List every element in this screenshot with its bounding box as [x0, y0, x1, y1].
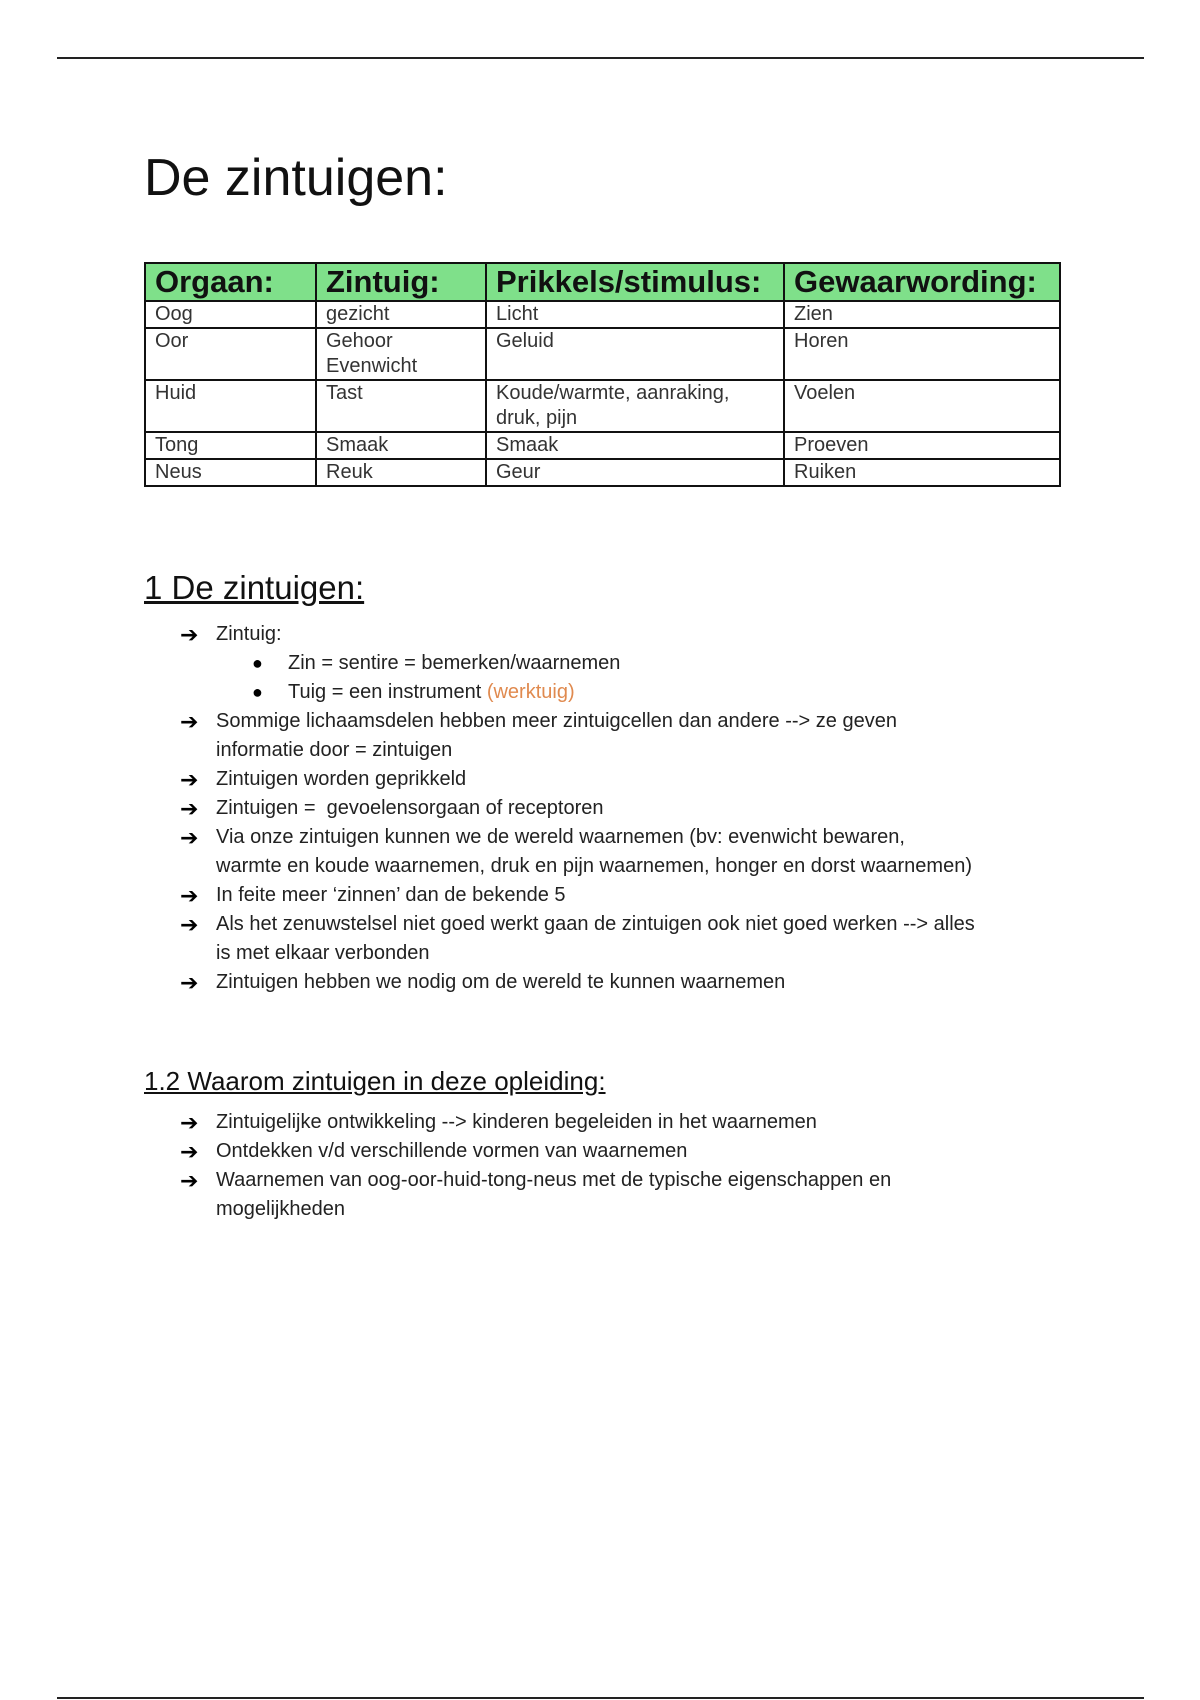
list-item: [180, 823, 1080, 881]
cell-line: Reuk: [326, 461, 373, 483]
table-row: [145, 380, 1060, 432]
list-item-line: Waarnemen van oog-oor-huid-tong-neus met de typische eigenschappen en: [216, 1169, 892, 1191]
cell-line: gezicht: [326, 303, 390, 325]
list-item: [180, 620, 1080, 707]
list-item-line: is met elkaar verbonden: [216, 942, 430, 964]
list-item: [180, 707, 1080, 765]
list-item-line: Zintuigen hebben we nodig om de wereld te kunnen waarnemen: [216, 971, 786, 993]
list-item-line: warmte en koude waarnemen, druk en pijn waarnemen, honger en dorst waarnemen): [216, 855, 972, 877]
list-item: [180, 968, 1080, 997]
cell-zintuig: [316, 432, 486, 459]
list-item: [180, 1137, 1080, 1166]
cell-orgaan: Huid: [145, 380, 316, 432]
list-item: [180, 1166, 1080, 1224]
arrow-right-icon: ➔: [180, 767, 199, 792]
cell-line: Smaak: [326, 434, 389, 456]
list-item-line: Ontdekken v/d verschillende vormen van waarnemen: [216, 1140, 688, 1162]
bullet-icon: ●: [252, 682, 263, 702]
senses-table: [144, 262, 1061, 487]
list-item-line: Zintuigelijke ontwikkeling --> kinderen begeleiden in het waarnemen: [216, 1111, 817, 1133]
list-item-line: Via onze zintuigen kunnen we de wereld waarnemen (bv: evenwicht bewaren,: [216, 826, 905, 848]
arrow-right-icon: ➔: [180, 1139, 199, 1164]
cell-prikkels: [486, 328, 784, 380]
cell-orgaan: Oog: [145, 301, 316, 328]
arrow-right-icon: ➔: [180, 1168, 199, 1193]
list-item-line: In feite meer ‘zinnen’ dan de bekende 5: [216, 884, 566, 906]
list-item: [180, 1108, 1080, 1137]
page-title: De zintuigen:: [144, 149, 448, 207]
table-row: [145, 301, 1060, 328]
accent-text: (werktuig): [486, 681, 575, 703]
column-header-orgaan: Orgaan:: [145, 263, 316, 301]
cell-line: Koude/warmte, aanraking,: [496, 382, 730, 404]
list-item: [180, 794, 1080, 823]
cell-line: Smaak: [496, 434, 559, 456]
cell-gewaarwording: Voelen: [784, 380, 1060, 432]
arrow-right-icon: ➔: [180, 796, 199, 821]
cell-prikkels: [486, 432, 784, 459]
arrow-right-icon: ➔: [180, 709, 199, 734]
cell-line: Licht: [496, 303, 539, 325]
table-row: [145, 459, 1060, 486]
list-item-line: Zintuigen worden geprikkeld: [216, 768, 467, 790]
cell-orgaan: Neus: [145, 459, 316, 486]
cell-line: Evenwicht: [326, 355, 418, 377]
cell-zintuig: [316, 301, 486, 328]
cell-zintuig: [316, 459, 486, 486]
column-header-zintuig: Zintuig:: [316, 263, 486, 301]
cell-gewaarwording: Horen: [784, 328, 1060, 380]
column-header-gewaarwording: Gewaarwording:: [784, 263, 1060, 301]
cell-prikkels: [486, 459, 784, 486]
table-header-row: [145, 263, 1060, 301]
cell-gewaarwording: Ruiken: [784, 459, 1060, 486]
sub-bullet-list: [216, 649, 1080, 707]
cell-line: Gehoor: [326, 330, 393, 352]
cell-gewaarwording: Proeven: [784, 432, 1060, 459]
section-heading-waarom: 1.2 Waarom zintuigen in deze opleiding:: [144, 1066, 606, 1096]
sub-list-item-text: Zin = sentire = bemerken/waarnemen: [288, 652, 621, 674]
cell-orgaan: Oor: [145, 328, 316, 380]
cell-line: Geluid: [496, 330, 554, 352]
cell-zintuig: [316, 328, 486, 380]
list-item-line: Zintuigen = gevoelensorgaan of receptoren: [216, 797, 604, 819]
cell-line: Geur: [496, 461, 541, 483]
arrow-right-icon: ➔: [180, 970, 199, 995]
bottom-rule: [57, 1697, 1144, 1699]
cell-line: druk, pijn: [496, 407, 578, 429]
section1-list: [180, 620, 1080, 997]
list-item-line: Sommige lichaamsdelen hebben meer zintuigcellen dan andere --> ze geven: [216, 710, 897, 732]
sub-list-item: [252, 678, 1080, 707]
cell-prikkels: [486, 380, 784, 432]
sub-list-item-text: Tuig = een instrument: [288, 681, 487, 703]
cell-line: Tast: [326, 382, 363, 404]
list-item-text: Zintuig:: [216, 623, 282, 645]
list-item-line: Als het zenuwstelsel niet goed werkt gaan de zintuigen ook niet goed werken --> alles: [216, 913, 975, 935]
table-row: [145, 432, 1060, 459]
sub-list-item: [252, 649, 1080, 678]
arrow-right-icon: ➔: [180, 912, 199, 937]
list-item: [180, 765, 1080, 794]
arrow-right-icon: ➔: [180, 883, 199, 908]
arrow-right-icon: ➔: [180, 1110, 199, 1135]
section-heading-zintuigen: 1 De zintuigen:: [144, 569, 365, 606]
cell-prikkels: [486, 301, 784, 328]
top-rule: [57, 57, 1144, 59]
table-row: [145, 328, 1060, 380]
list-item-line: mogelijkheden: [216, 1198, 345, 1220]
section2-list: [180, 1108, 1080, 1224]
column-header-prikkels: Prikkels/stimulus:: [486, 263, 784, 301]
cell-zintuig: [316, 380, 486, 432]
list-item-line: informatie door = zintuigen: [216, 739, 453, 761]
list-item: [180, 881, 1080, 910]
cell-gewaarwording: Zien: [784, 301, 1060, 328]
bullet-icon: ●: [252, 653, 263, 673]
list-item: [180, 910, 1080, 968]
arrow-right-icon: ➔: [180, 825, 199, 850]
arrow-right-icon: ➔: [180, 622, 199, 647]
cell-orgaan: Tong: [145, 432, 316, 459]
